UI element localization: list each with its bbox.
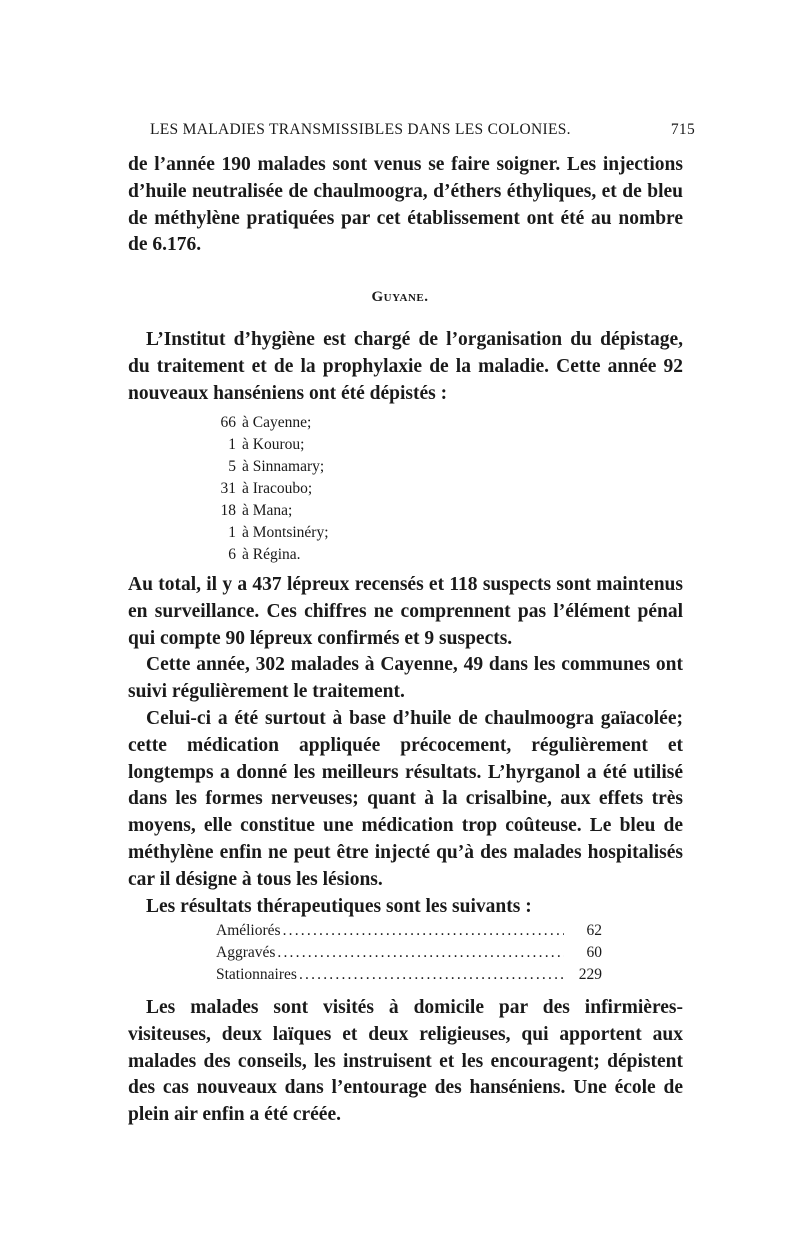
running-header	[150, 121, 695, 139]
commune-count: 1	[228, 524, 236, 541]
final-paragraph: Les malades sont visités à domicile par des infirmières-visiteuses, deux laïques et deux religieuses, qui apportent aux malades des conseils, les instruisent et les encouragent; dépistent des cas nouveaux dans l’entourage des hanséniens. Une école de plein air enfin a été créée.	[128, 997, 683, 1126]
result-label: Améliorés	[216, 922, 281, 939]
result-label: Aggravés	[216, 944, 276, 961]
table-row	[216, 920, 602, 942]
commune-text: à Iracoubo;	[242, 480, 313, 497]
result-value: 60	[586, 944, 602, 961]
list-item	[212, 544, 329, 566]
commune-text: à Cayenne;	[242, 414, 312, 431]
commune-text: à Kourou;	[242, 436, 305, 453]
commune-text: à Mana;	[242, 502, 293, 519]
commune-count: 6	[228, 546, 236, 563]
page-number: 715	[670, 121, 695, 138]
guyane-paragraph: L’Institut d’hygiène est chargé de l’organisation du dépistage, du traitement et de la prophylaxie de la maladie. Cette année 92 nouveaux hanséniens ont été dépistés :	[128, 329, 683, 404]
results-table	[216, 920, 602, 986]
body-paragraph-treated: Cette année, 302 malades à Cayenne, 49 dans les communes ont suivi régulièrement le traitement.	[128, 654, 683, 703]
body-paragraph-results-intro: Les résultats thérapeutiques sont les suivants :	[146, 895, 532, 917]
commune-text: à Régina.	[242, 546, 301, 563]
list-item	[212, 412, 329, 434]
table-row	[216, 942, 602, 964]
result-value: 229	[578, 966, 602, 983]
commune-count: 66	[220, 414, 236, 431]
result-label: Stationnaires	[216, 966, 297, 983]
commune-text: à Sinnamary;	[242, 458, 325, 475]
guyane-paragraph-block	[128, 327, 683, 407]
result-value: 62	[586, 922, 602, 939]
list-item	[212, 522, 329, 544]
list-item	[212, 456, 329, 478]
commune-count: 31	[220, 480, 236, 497]
body-paragraph-medication: Celui-ci a été surtout à base d’huile de chaulmoogra gaïacolée; cette médication appliquée précocement, régulièrement et longtemps a donné les meilleurs résultats. L’hyrganol a été utilisé dans les formes nerveuses; quant à la crisalbine, aux effets très moyens, elle constitue une médication trop coûteuse. Le bleu de méthylène enfin ne peut être injecté qu’à des malades hospitalisés car il désigne à tous les lésions.	[128, 707, 683, 890]
dot-leader	[277, 942, 564, 964]
section-title: Guyane.	[371, 289, 429, 305]
commune-text: à Montsinéry;	[242, 524, 329, 541]
list-item	[212, 434, 329, 456]
commune-count: 5	[228, 458, 236, 475]
commune-count: 1	[228, 436, 236, 453]
body-paragraph-totals: Au total, il y a 437 lépreux recensés et 118 suspects sont maintenus en surveillance. Ces chiffres ne comprennent pas l’élément pénal qui compte 90 lépreux confirmés et 9 suspects.	[128, 574, 683, 649]
dot-leader	[283, 920, 564, 942]
list-item	[212, 500, 329, 522]
intro-paragraph-block	[128, 152, 683, 259]
intro-paragraph: de l’année 190 malades sont venus se faire soigner. Les injections d’huile neutralisée de chaulmoogra, d’éthers éthyliques, et de bleu de méthylène pratiquées par cet établissement ont été au nombre de 6.176.	[128, 154, 683, 256]
table-row	[216, 964, 602, 986]
list-item	[212, 478, 329, 500]
commune-list	[212, 412, 329, 566]
final-paragraph-block	[128, 995, 683, 1129]
body-paragraphs-block	[128, 572, 683, 920]
dot-leader	[299, 964, 564, 986]
running-title: LES MALADIES TRANSMISSIBLES DANS LES COLONIES.	[150, 121, 571, 138]
commune-count: 18	[220, 502, 236, 519]
